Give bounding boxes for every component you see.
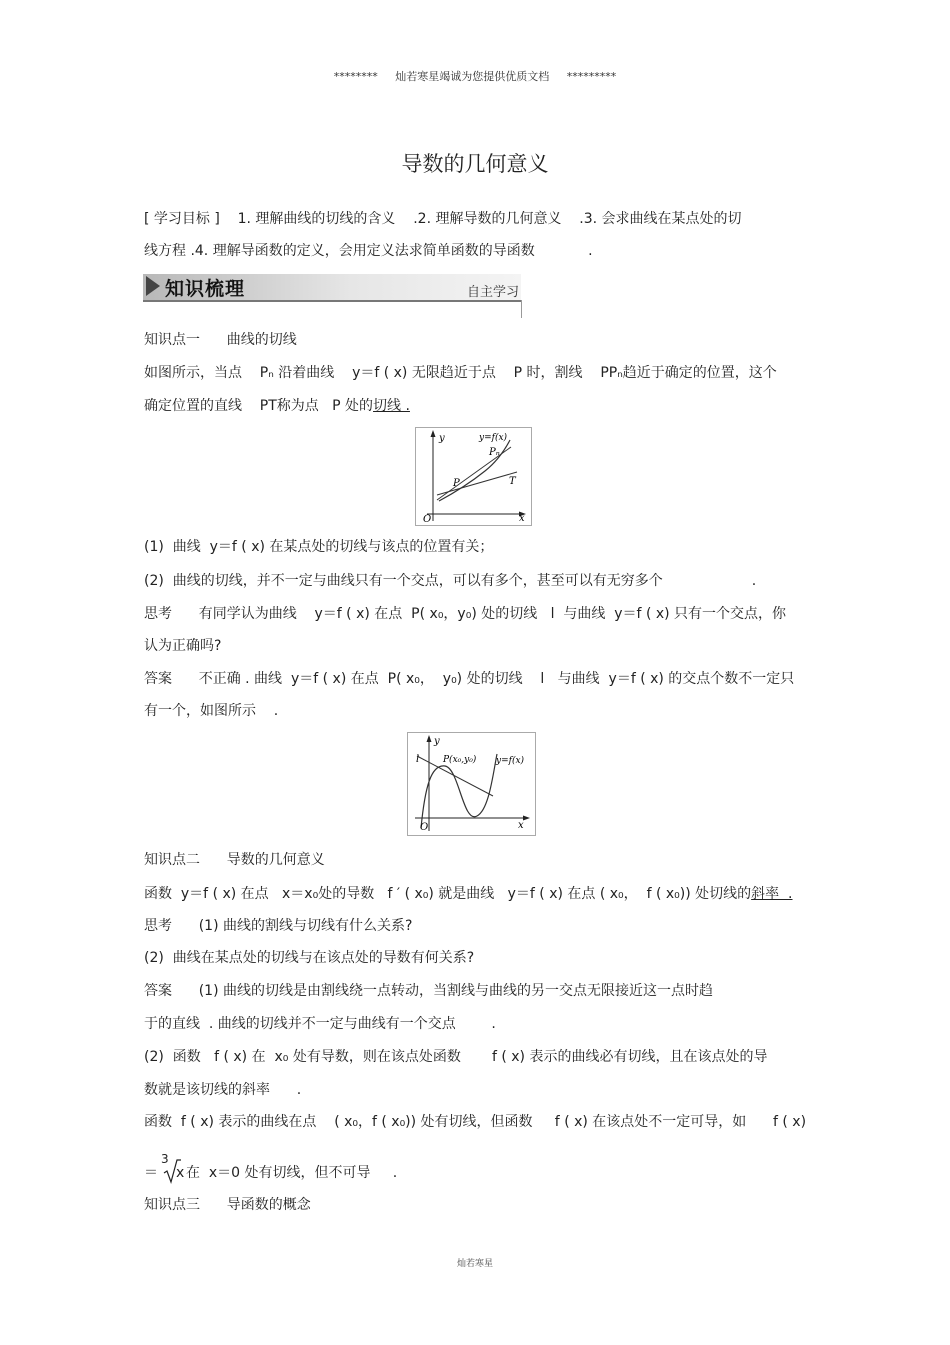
page-title: 导数的几何意义 — [401, 152, 549, 176]
origin-label: O — [420, 822, 429, 833]
cube-root-radicand: x — [176, 1165, 185, 1181]
y-axis-arrow-icon — [427, 735, 432, 742]
tangent-diagram — [415, 427, 532, 526]
cube-root-equals: ＝ — [144, 1165, 158, 1181]
curve-label: y=f(x) — [479, 433, 508, 443]
note-1: (1) 曲线 y＝f ( x) 在某点处的切线与该点的位置有关； — [144, 539, 494, 555]
point-t-label: T — [509, 476, 516, 487]
answer-2-line-1: 答案 (1) 曲线的切线是由割线绕一点转动，当割线与曲线的另一交点无限接近这一点时趋 — [144, 983, 713, 999]
x-axis-label: x — [519, 513, 525, 524]
origin-label: O — [423, 514, 432, 525]
cube-root-index: 3 — [161, 1152, 169, 1166]
y-axis-arrow-icon — [431, 430, 436, 437]
point-p-label: P(x₀,y₀) — [443, 755, 477, 765]
banner-subtitle: 自主学习 — [466, 285, 519, 300]
answer-1-line-1: 答案 不正确 . 曲线 y＝f ( x) 在点 P( x₀， y₀) 处的切线 l 与曲线 y＝f ( x) 的交点个数不一定只 — [144, 671, 795, 687]
text-segment: 确定位置的直线 PT称为点 P 处的 — [144, 398, 374, 414]
knowledge-point-3-heading: 知识点三 导函数的概念 — [144, 1197, 311, 1213]
objectives-line-2: 线方程 .4. 理解导函数的定义，会用定义法求简单函数的导函数 . — [144, 243, 593, 259]
answer-2-line-2: 于的直线 . 曲线的切线并不一定与曲线有一个交点 . — [144, 1016, 496, 1032]
think-2-line-2: (2) 曲线在某点处的切线与在该点处的导数有何关系? — [144, 950, 475, 966]
banner-title: 知识梳理 — [165, 278, 246, 300]
figure-frame — [408, 733, 536, 836]
curve-y-fx — [421, 754, 497, 828]
point-p-label: P — [453, 478, 460, 489]
page-footer: 灿若寒星 — [456, 1259, 493, 1269]
term-tangent: 切线 . — [373, 398, 410, 414]
x-axis-label: x — [518, 820, 524, 831]
x-axis-arrow-icon — [523, 816, 530, 821]
objectives-line-1: [ 学习目标 ] 1. 理解曲线的切线的含义 .2. 理解导数的几何意义 .3. 会求曲线在某点处的切 — [144, 211, 742, 227]
think-1-line-1: 思考 有同学认为曲线 y＝f ( x) 在点 P( x₀，y₀) 处的切线 l 与曲线 y＝f ( x) 只有一个交点，你 — [144, 606, 787, 622]
multiple-intersection-diagram — [407, 732, 536, 836]
y-axis-label: y — [434, 736, 440, 747]
answer-2-line-6: 在 x＝0 处有切线，但不可导 . — [186, 1165, 398, 1181]
y-axis-label: y — [439, 433, 445, 444]
think-1-line-2: 认为正确吗? — [144, 638, 222, 654]
tangent-line — [437, 472, 517, 495]
knowledge-point-1-text-1: 如图所示，当点 Pₙ 沿着曲线 y＝f ( x) 无限趋近于点 P 时，割线 PPₙ趋近于确定的位置，这个 — [144, 365, 777, 381]
knowledge-point-1-text-2 — [144, 396, 410, 416]
curve-label: y=f(x) — [496, 756, 525, 766]
line-l-label: l — [416, 754, 420, 765]
answer-2-line-3: (2) 函数 f ( x) 在 x₀ 处有导数，则在该点处函数 f ( x) 表示的曲线必有切线，且在该点处的导 — [144, 1049, 768, 1065]
answer-2-line-5: 函数 f ( x) 表示的曲线在点 ( x₀，f ( x₀)) 处有切线，但函数 f ( x) 在该点处不一定可导，如 f ( x) — [144, 1114, 807, 1130]
answer-1-line-2: 有一个，如图所示 . — [144, 703, 279, 719]
point-pn-label: Pₙ — [489, 447, 500, 458]
banner-triangle-icon — [146, 276, 160, 296]
term-slope: 斜率 . — [751, 886, 793, 902]
text-segment: 函数 y＝f ( x) 在点 x＝x₀处的导数 f ′ ( x₀) 就是曲线 y＝f ( x) 在点 ( x₀， f ( x₀)) 处切线的 — [144, 886, 752, 902]
note-2: (2) 曲线的切线，并不一定与曲线只有一个交点，可以有多个，甚至可以有无穷多个 . — [144, 573, 757, 589]
knowledge-point-2-heading: 知识点二 导数的几何意义 — [144, 852, 325, 868]
banner-divider-vertical — [521, 300, 522, 318]
knowledge-point-1-heading: 知识点一 曲线的切线 — [144, 332, 297, 348]
section-banner — [143, 270, 523, 320]
answer-2-line-4: 数就是该切线的斜率 . — [144, 1082, 302, 1098]
page-header: ******** 灿若寒星竭诚为您提供优质文档 ********* — [333, 70, 617, 83]
think-2-line-1: 思考 (1) 曲线的割线与切线有什么关系? — [144, 918, 413, 934]
knowledge-point-2-text — [144, 884, 793, 904]
